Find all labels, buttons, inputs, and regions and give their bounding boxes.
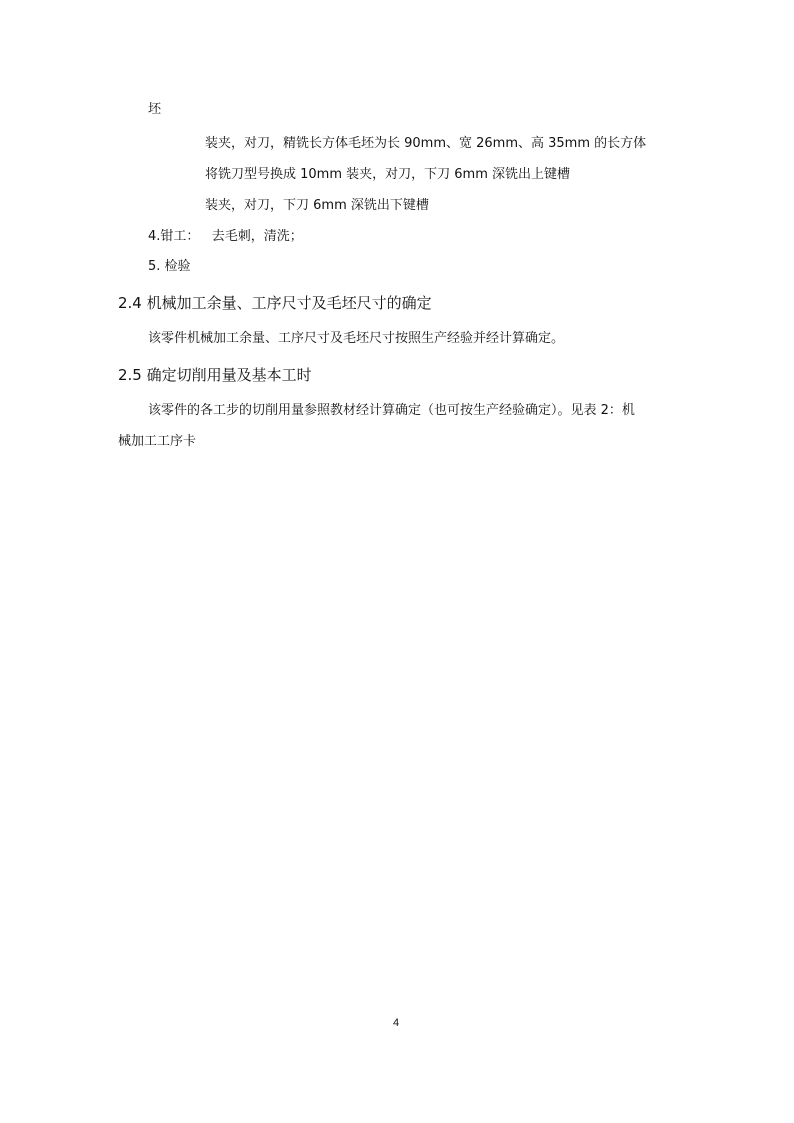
text-line-6: 5. 检验	[148, 259, 191, 274]
text-line-2: 装夹，对刀，精铣长方体毛坯为长 90mm、宽 26mm、高 35mm 的长方体	[205, 136, 647, 151]
text-line-4: 装夹，对刀，下刀 6mm 深铣出下键槽	[205, 198, 429, 213]
section-heading-2-4: 2.4 机械加工余量、工序尺寸及毛坯尺寸的确定	[118, 294, 432, 312]
text-line-1: 坯	[148, 102, 162, 117]
section-paragraph-2-4: 该零件机械加工余量、工序尺寸及毛坯尺寸按照生产经验并经计算确定。	[148, 331, 565, 346]
text-line-3: 将铣刀型号换成 10mm 装夹，对刀，下刀 6mm 深铣出上键槽	[205, 167, 570, 182]
text-line-5: 4.钳工： 去毛刺，清洗；	[148, 229, 303, 244]
section-paragraph-2-5-line-2: 械加工工序卡	[118, 434, 197, 449]
section-heading-2-5: 2.5 确定切削用量及基本工时	[118, 366, 312, 384]
page-number: 4	[392, 1017, 400, 1029]
section-paragraph-2-5-line-1: 该零件的各工步的切削用量参照教材经计算确定（也可按生产经验确定）。见表 2：机	[148, 403, 635, 418]
